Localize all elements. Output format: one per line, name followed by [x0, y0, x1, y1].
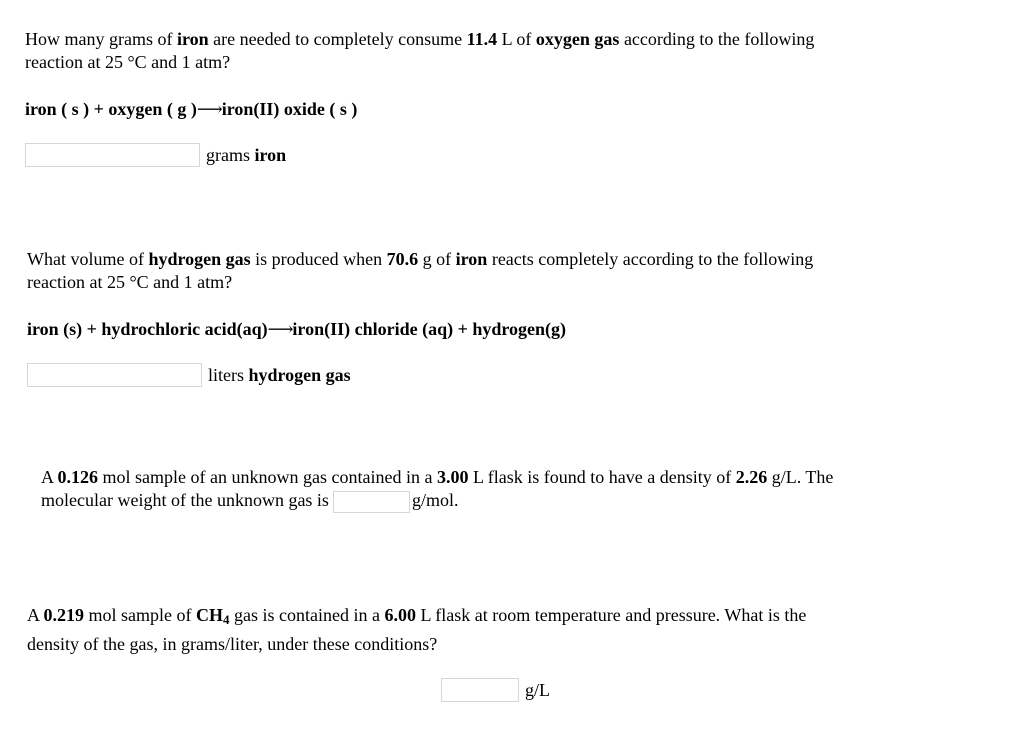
reaction-arrow-icon: ⟶	[196, 99, 222, 119]
reaction-arrow-icon: ⟶	[267, 319, 293, 339]
q2-conditions: reaction at 25 °C and 1 atm?	[27, 272, 233, 292]
q1-answer-row	[25, 143, 1024, 167]
q1-eq-reactants: iron ( s ) + oxygen ( g )	[25, 99, 197, 119]
q2-mass-value: 70.6	[386, 249, 419, 269]
q2-text: g of	[418, 249, 456, 269]
q4-text: mol sample of	[84, 605, 196, 625]
q1-text: are needed to completely consume	[208, 29, 467, 49]
question-4	[27, 601, 1024, 659]
q2-unit-substance: hydrogen gas	[248, 365, 351, 385]
q1-unit-substance: iron	[254, 145, 287, 165]
question-1	[25, 28, 1024, 167]
question-3-prompt	[41, 466, 1024, 513]
q1-equation	[25, 97, 1024, 121]
question-4-prompt	[27, 601, 1024, 659]
q4-volume-value: 6.00	[384, 605, 416, 625]
question-1-prompt	[25, 28, 1024, 74]
q1-text: L of	[497, 29, 536, 49]
q4-text: density of the gas, in grams/liter, under these conditions?	[27, 634, 438, 654]
q3-density-value: 2.26	[735, 467, 768, 487]
q4-formula	[196, 605, 230, 625]
q2-reactant: iron	[455, 249, 488, 269]
q4-formula-base: CH	[196, 605, 223, 625]
q4-moles-value: 0.219	[43, 605, 85, 625]
q2-text: is produced when	[250, 249, 387, 269]
q2-eq-products: iron(II) chloride (aq) + hydrogen(g)	[292, 319, 567, 339]
q3-moles-value: 0.126	[57, 467, 99, 487]
q1-answer-input[interactable]	[25, 143, 200, 167]
q1-substance: iron	[176, 29, 209, 49]
q4-text: gas is contained in a	[229, 605, 385, 625]
q1-conditions: reaction at 25 °C and 1 atm?	[25, 52, 231, 72]
q2-text: What volume of	[27, 249, 149, 269]
q2-unit-label	[208, 363, 351, 387]
q4-text: A	[27, 605, 44, 625]
question-3	[41, 466, 1024, 513]
q1-reactant: oxygen gas	[535, 29, 620, 49]
q1-volume-value: 11.4	[466, 29, 498, 49]
q1-unit-label	[206, 143, 286, 167]
q2-eq-reactants: iron (s) + hydrochloric acid(aq)	[27, 319, 268, 339]
q2-product: hydrogen gas	[148, 249, 251, 269]
q2-answer-input[interactable]	[27, 363, 202, 387]
q2-text: reacts completely according to the following	[487, 249, 814, 269]
q2-unit-text: liters	[208, 365, 249, 385]
q3-volume-value: 3.00	[436, 467, 469, 487]
q3-answer-input[interactable]	[333, 491, 410, 513]
q1-text: according to the following	[619, 29, 815, 49]
q3-text: mol sample of an unknown gas contained in a	[98, 467, 437, 487]
q4-formula-subscript: 4	[223, 612, 230, 627]
q4-text: L flask at room temperature and pressure. What is the	[415, 605, 807, 625]
q1-unit-text: grams	[206, 145, 255, 165]
q3-unit-label: g/mol.	[411, 490, 459, 510]
q4-answer-row	[441, 678, 550, 702]
question-2	[27, 248, 1024, 387]
q3-text: molecular weight of the unknown gas is	[41, 490, 329, 510]
q3-text: L flask is found to have a density of	[468, 467, 736, 487]
q4-unit-label: g/L	[525, 680, 550, 700]
q1-eq-products: iron(II) oxide ( s )	[221, 99, 358, 119]
q2-answer-row	[27, 363, 1024, 387]
q3-text: A	[41, 467, 58, 487]
q1-text: How many grams of	[25, 29, 177, 49]
q3-text: g/L. The	[767, 467, 834, 487]
q2-equation	[27, 317, 1024, 341]
question-2-prompt	[27, 248, 1024, 294]
q4-answer-input[interactable]	[441, 678, 519, 702]
